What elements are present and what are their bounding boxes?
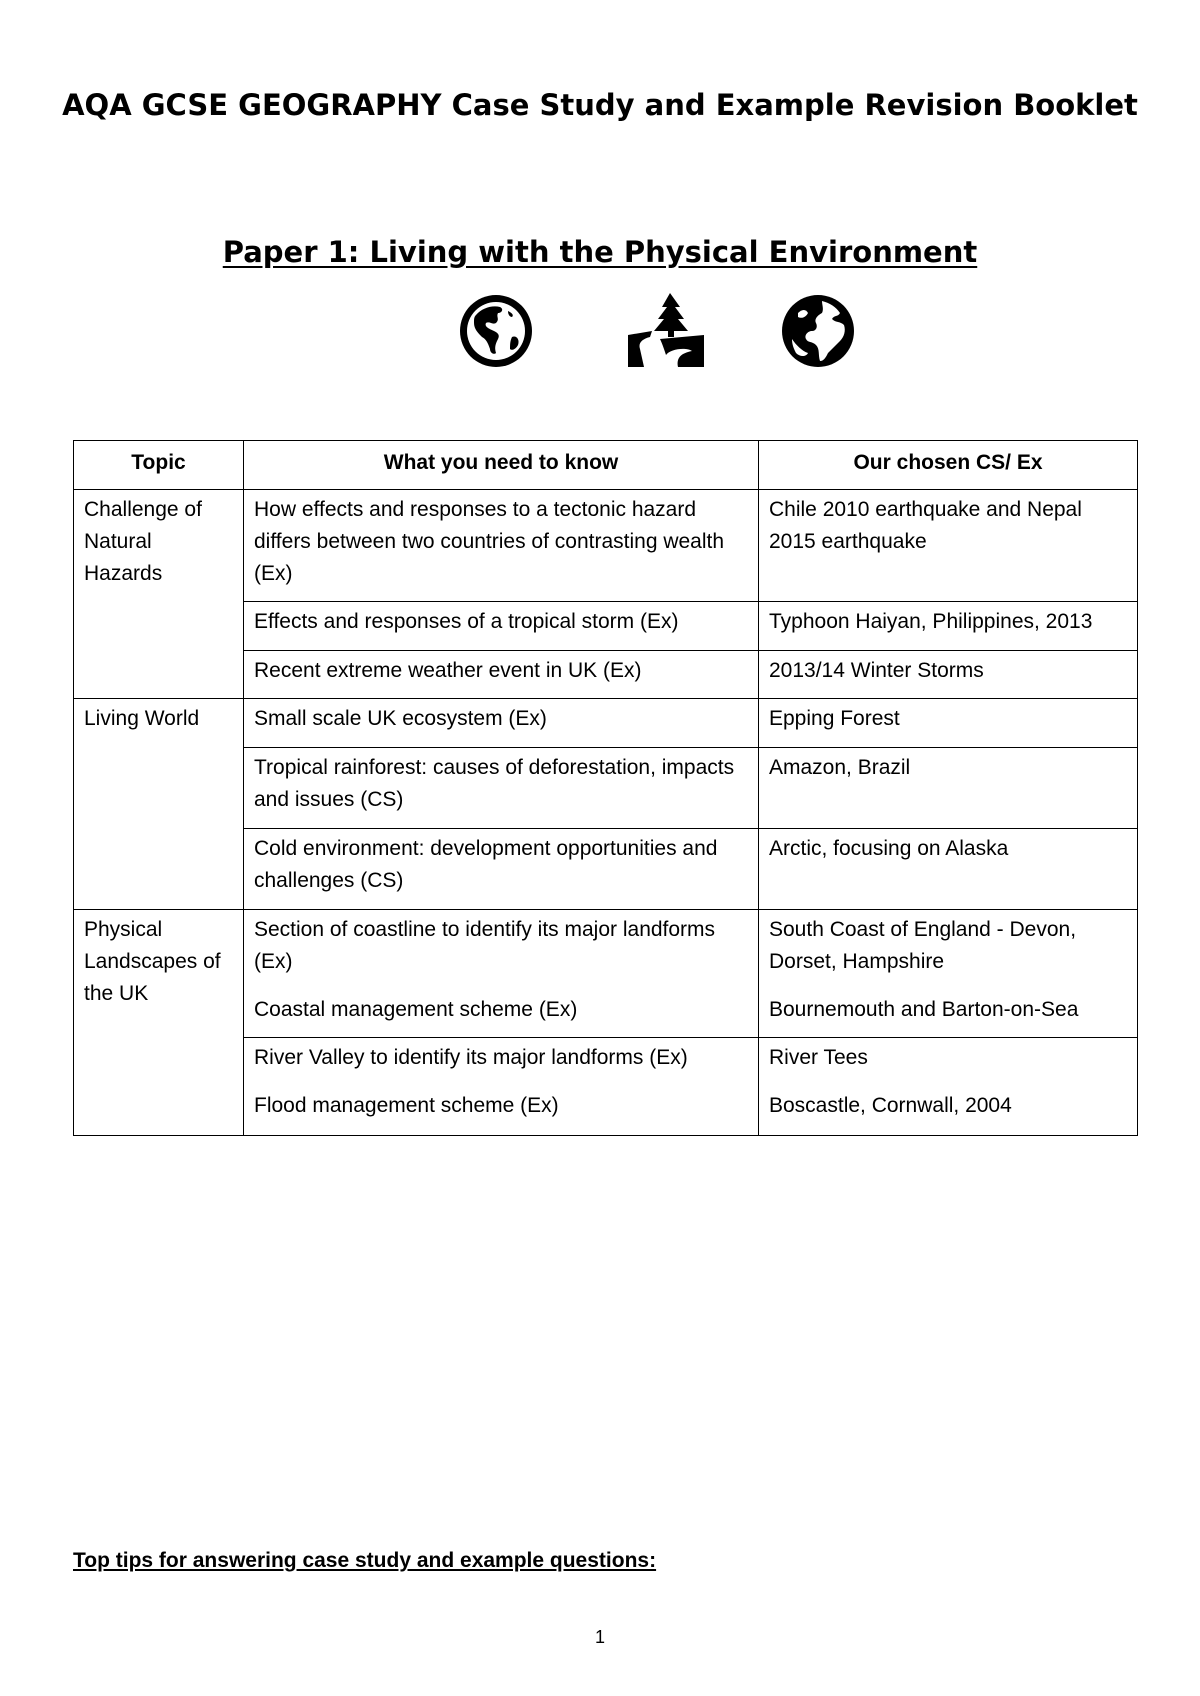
example-cell: Typhoon Haiyan, Philippines, 2013: [759, 602, 1138, 651]
know-cell: Effects and responses of a tropical storm (Ex): [244, 602, 759, 651]
example-cell: [759, 1038, 1138, 1136]
example-cell: [759, 910, 1138, 1038]
example-cell: Epping Forest: [759, 699, 1138, 748]
know-line: Section of coastline to identify its major landforms (Ex): [254, 918, 716, 973]
example-line: Bournemouth and Barton-on-Sea: [769, 998, 1079, 1021]
know-cell: [244, 1038, 759, 1136]
globe-europe-africa-icon: [778, 291, 858, 371]
example-cell: Arctic, focusing on Alaska: [759, 829, 1138, 910]
table-row: [74, 910, 1138, 1038]
know-cell: Tropical rainforest: causes of deforestation, impacts and issues (CS): [244, 748, 759, 829]
header-topic: Topic: [74, 441, 244, 490]
example-cell: Amazon, Brazil: [759, 748, 1138, 829]
know-line: River Valley to identify its major landforms (Ex): [254, 1046, 688, 1069]
example-line: River Tees: [769, 1046, 868, 1069]
know-cell: How effects and responses to a tectonic hazard differs between two countries of contrasting wealth (Ex): [244, 490, 759, 602]
page-number: 1: [594, 1627, 605, 1647]
example-cell: Chile 2010 earthquake and Nepal 2015 earthquake: [759, 490, 1138, 602]
example-cell: 2013/14 Winter Storms: [759, 651, 1138, 699]
know-cell: Recent extreme weather event in UK (Ex): [244, 651, 759, 699]
know-cell: [244, 910, 759, 1038]
know-line: Coastal management scheme (Ex): [254, 998, 578, 1021]
know-cell: Cold environment: development opportunities and challenges (CS): [244, 829, 759, 910]
know-cell: Small scale UK ecosystem (Ex): [244, 699, 759, 748]
table-row: [74, 699, 1138, 748]
case-study-table: [73, 440, 1138, 1136]
document-title: AQA GCSE GEOGRAPHY Case Study and Example Revision Booklet: [62, 88, 1138, 122]
topic-cell: Living World: [74, 699, 244, 910]
know-line: Flood management scheme (Ex): [254, 1094, 559, 1117]
paper-subtitle: Paper 1: Living with the Physical Environment: [222, 235, 978, 269]
top-tips-heading: Top tips for answering case study and example questions:: [73, 1549, 657, 1572]
topic-cell: Challenge of Natural Hazards: [74, 490, 244, 699]
topic-cell: Physical Landscapes of the UK: [74, 910, 244, 1136]
example-line: Boscastle, Cornwall, 2004: [769, 1094, 1012, 1117]
globe-americas-icon: [456, 291, 536, 371]
header-what-you-need-to-know: What you need to know: [244, 441, 759, 490]
table-row: [74, 490, 1138, 602]
tree-river-landscape-icon: [626, 291, 706, 371]
example-line: South Coast of England - Devon, Dorset, Hampshire: [769, 918, 1077, 973]
table-header-row: [74, 441, 1138, 490]
topic-icon-row: [0, 291, 1200, 371]
header-chosen-example: Our chosen CS/ Ex: [759, 441, 1138, 490]
